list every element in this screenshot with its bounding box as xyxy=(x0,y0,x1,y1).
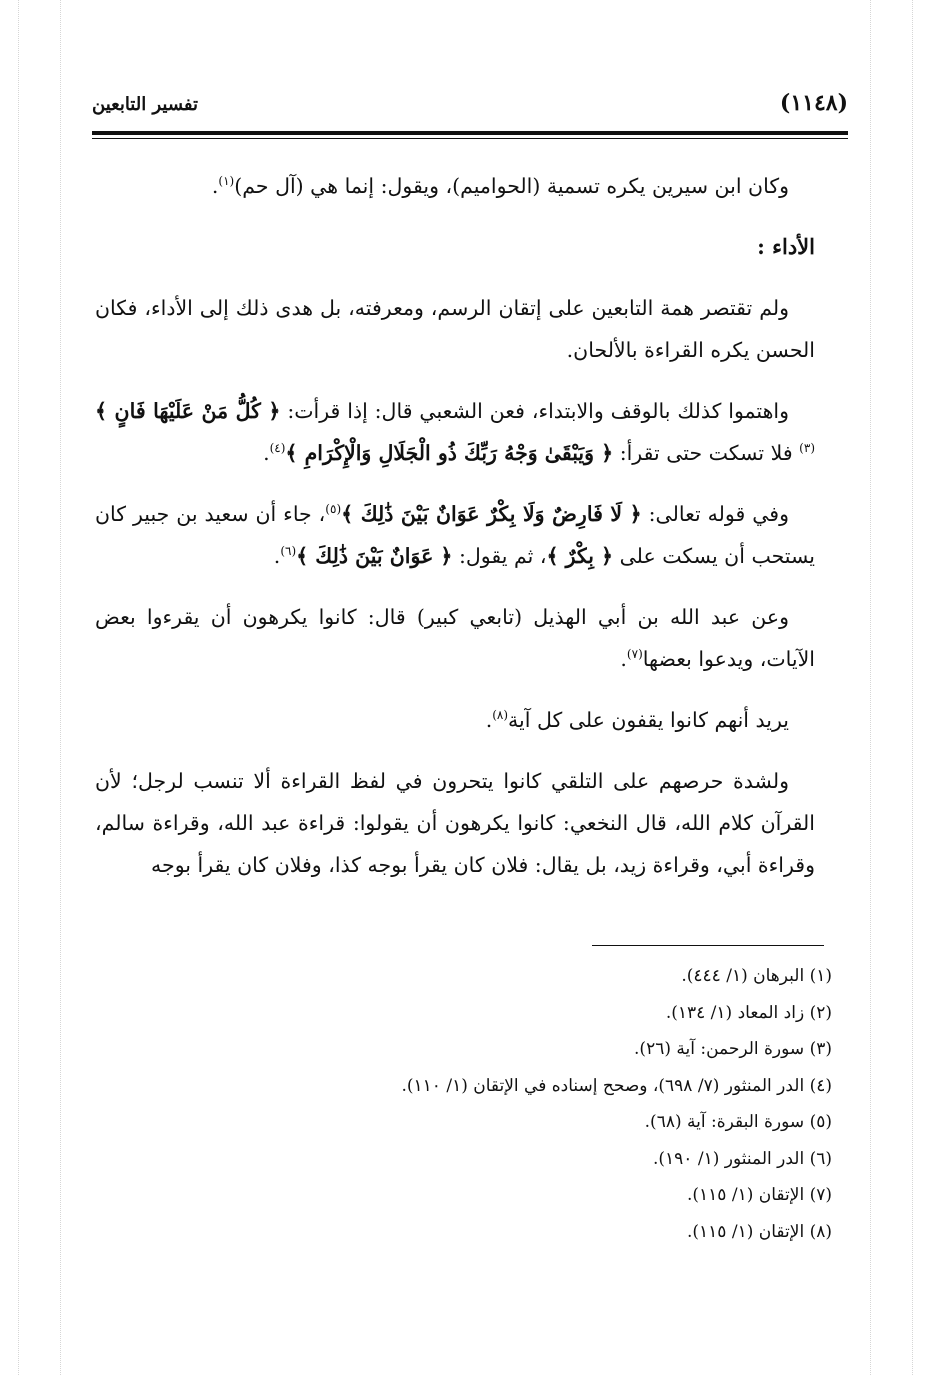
footnote-item: (٦) الدر المنثور (١/ ١٩٠). xyxy=(652,1148,832,1169)
paragraph-text: يريد أنهم كانوا يقفون على كل آية xyxy=(508,708,789,732)
margin-dotted-line xyxy=(912,0,913,1375)
footnote-separator xyxy=(592,945,824,946)
footnote-ref: (١) xyxy=(218,174,235,189)
footnote-item: (٤) الدر المنثور (٧/ ٦٩٨)، وصحح إسناده في الإتقان (١/ ١١٠). xyxy=(401,1075,832,1096)
quran-quote: ﴿ بِكْرٌ ﴾ xyxy=(546,544,614,568)
margin-dotted-line xyxy=(18,0,19,1375)
footnote-item: (٣) سورة الرحمن: آية (٢٦). xyxy=(634,1039,832,1059)
paragraph-text: واهتموا كذلك بالوقف والابتداء، فعن الشعبي قال: إذا قرأت: xyxy=(280,399,789,423)
header-rule-thin xyxy=(92,138,848,139)
paragraph-text: ، جاء أن سعيد بن جبير كان يستحب أن يسكت على xyxy=(95,502,815,568)
footnote-ref: (٣) xyxy=(799,441,815,456)
page-header xyxy=(92,90,848,130)
header-rule-thick xyxy=(92,131,848,135)
footnote-ref: (٥) xyxy=(325,502,342,517)
footnote-ref: (٨) xyxy=(492,708,509,723)
paragraph-6 xyxy=(95,699,815,741)
paragraph-4 xyxy=(95,493,815,577)
footnote-item: (٧) الإتقان (١/ ١١٥). xyxy=(686,1185,832,1205)
footnote-item: (٨) الإتقان (١/ ١١٥). xyxy=(686,1221,832,1242)
main-text xyxy=(95,165,815,905)
paragraph-7 xyxy=(95,760,815,886)
margin-dotted-line xyxy=(870,0,871,1375)
punctuation: . xyxy=(620,647,627,671)
paragraph-text: ، ثم يقول: xyxy=(452,544,547,568)
paragraph-text: ولم تقتصر همة التابعين على إتقان الرسم، ومعرفته، بل هدى ذلك إلى الأداء، فكان الحسن يكره القراءة بالألحان. xyxy=(95,296,815,362)
paragraph-3 xyxy=(95,390,815,474)
punctuation: . xyxy=(263,441,270,465)
quran-quote: ﴿ كُلُّ مَنْ عَلَيْهَا فَانٍ ﴾ xyxy=(95,399,281,423)
margin-dotted-line xyxy=(60,0,61,1375)
section-heading: الأداء : xyxy=(757,234,815,259)
punctuation: . xyxy=(273,544,281,568)
page-number: (١١٤٨) xyxy=(779,90,848,116)
paragraph-2 xyxy=(95,287,815,371)
footnote-ref: (٧) xyxy=(626,647,643,662)
footnote-ref: (٤) xyxy=(269,441,286,456)
footnote-item: (١) البرهان (١/ ٤٤٤). xyxy=(681,966,832,986)
paragraph-text: وكان ابن سيرين يكره تسمية (الحواميم)، ويقول: إنما هي (آل حم) xyxy=(234,174,789,198)
punctuation: . xyxy=(485,708,493,732)
footnote-item: (٥) سورة البقرة: آية (٦٨). xyxy=(644,1112,832,1132)
paragraph-5 xyxy=(95,596,815,680)
quran-quote: ﴿ لَا فَارِضٌ وَلَا بِكْرٌ عَوَانٌ بَيْنَ ذَٰلِكَ ﴾ xyxy=(341,502,642,526)
paragraph-text: وعن عبد الله بن أبي الهذيل (تابعي كبير) قال: كانوا يكرهون أن يقرءوا بعض الآيات، ويدعوا بعضها xyxy=(95,605,815,671)
footnote-ref: (٦) xyxy=(280,544,297,559)
footnote-item: (٢) زاد المعاد (١/ ١٣٤). xyxy=(665,1002,832,1023)
paragraph-1 xyxy=(95,165,815,207)
footnotes-list xyxy=(192,958,832,1250)
paragraph-text: وفي قوله تعالى: xyxy=(641,502,789,526)
punctuation: . xyxy=(211,174,219,198)
paragraph-text: فلا تسكت حتى تقرأ: xyxy=(613,441,800,465)
quran-quote: ﴿ عَوَانٌ بَيْنَ ذَٰلِكَ ﴾ xyxy=(296,544,453,568)
quran-quote: ﴿ وَيَبْقَىٰ وَجْهُ رَبِّكَ ذُو الْجَلَالِ وَالْإِكْرَامِ ﴾ xyxy=(285,441,614,465)
running-title: تفسير التابعين xyxy=(92,94,199,115)
paragraph-text: ولشدة حرصهم على التلقي كانوا يتحرون في لفظ القراءة ألا تنسب لرجل؛ لأن القرآن كلام الله، قال النخعي: كانوا يكرهون أن يقولوا: قراءة عبد الله، وقراءة سالم، وقراءة أبي، وقراءة زيد، بل يقال: فلان كان يقرأ بوجه كذا، وفلان كان يقرأ بوجه xyxy=(95,769,815,877)
